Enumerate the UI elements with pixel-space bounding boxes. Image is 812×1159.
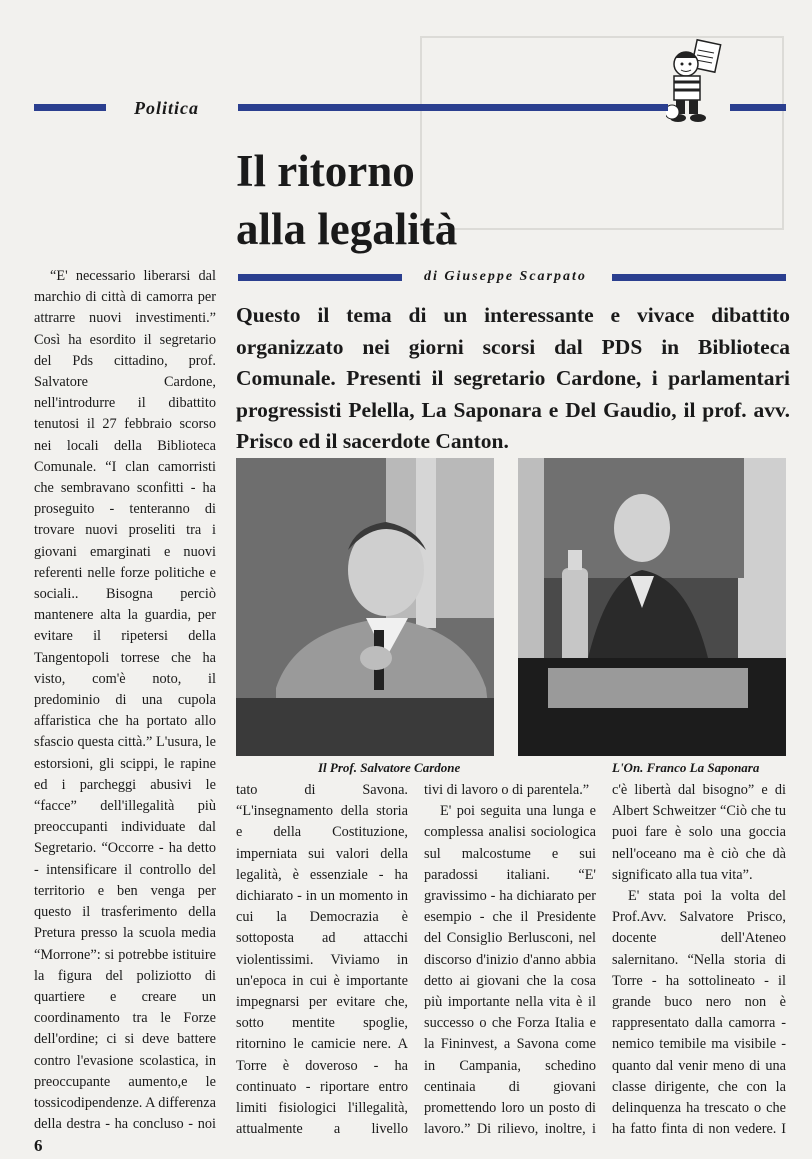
column-2-paragraph-1: tato di Savona. “L'insegnamento della storia e della Costituzione, imperniata sui valori della legalità, è essenziale - ha dichiarato - in un momento in cui la Democrazia è sottoposta ad attacchi violentissimi. Viviamo in un'epoca in cui è importante impegnarsi per evitare che, sotto mentite spoglie, ritornino le camicie nere. A Torre è doveroso - ha continuato - riportare entro limiti fisiologici l'illegalità, attualmente a livello [236, 782, 408, 1138]
body-column-2 [236, 780, 408, 1140]
mascot-icon [666, 38, 726, 128]
lead-paragraph: Questo il tema di un interessante e vivace dibattito organizzato nei giorni scorsi dal PDS in Biblioteca Comunale. Presenti il segretario Cardone, i parlamentari progressisti Pelella, La Saponara e Del Gaudio, il prof. avv. Prisco ed il sacerdote Canton. [236, 303, 790, 453]
caption-photo-2: L'On. Franco La Saponara [612, 760, 760, 775]
photo-la-saponara-illustration [518, 458, 786, 756]
byline: di Giuseppe Scarpato [424, 269, 587, 284]
body-column-1 [34, 266, 216, 1136]
caption-photo-1: Il Prof. Salvatore Cardone [318, 760, 461, 775]
show-through-text [40, 36, 210, 216]
title-line-1: Il ritorno [236, 146, 415, 196]
title-line-2: alla legalità [236, 204, 458, 254]
column-3-paragraph-2: E' poi seguita una lunga e complessa analisi sociologica sul malcostume e sui paradossi italiani. “E' gravissimo - ha dichiarato per esempio - che il Presidente del Consiglio Berlusconi, nel discorso d'inizio d'anno abbia detto ai giovani che la cosa più importante nella vita è il successo o che Forza Italia e la Fininvest, a Savona come in Campania, schedino centinaia di giovani promettendo loro un posto di lavoro.” Di rilievo, inoltre, i [424, 803, 596, 1138]
byline-rule-left [238, 274, 402, 281]
body-column-3 [424, 780, 596, 1140]
photo-cardone-illustration [236, 458, 494, 756]
column-4-paragraph-2: E' stata poi la volta del Prof.Avv. Salvatore Prisco, docente dell'Ateneo salernitano. “Nella storia di Torre - ha sottolineato - il grande buco nero non è rappresentato dalla camorra - nemico temibile ma visibile - quanto dal venir meno di una classe dirigente, che con la delinquenza ha trescato o che ha fatto finta di non vedere. I [612, 888, 786, 1138]
column-1-paragraph-1: “E' necessario liberarsi dal marchio di città di camorra per attrarre nuovi investimenti.” Così ha esordito il segretario del Pds cittadino, prof. Salvatore Cardone, nell'introdurre il dibattito tenutosi il 27 febbraio scorso nei locali della Biblioteca Comunale. “I clan camorristi che sembravano sconfitti - ha proseguito - tenteranno di trovare nuovi proseliti tra i giovani emarginati e nuovi referenti nelle forze politiche e sociali.. Bisogna perciò mantenere alta la guardia, per evitare il ripetersi della Tangentopoli torrese che ha visto, com'è noto, il predominio di una cupola affaristica che ha portato allo sfascio questa città.” L'usura, le estorsioni, gli scippi, le rapine ed i parcheggi abusivi le “facce” dell'illegalità più preoccupanti individuate dal Segretario. “Occorre - ha detto - intensificare il controllo del territorio e ben venga per questo il trasferimento della Pretura presso la scuola media “Morrone”: si potrebbe istituire la figura del poliziotto di quartiere e creare un coordinamento tra le Forze dell'ordine; ci si deve battere contro l'evasione scolastica, in preoccupante aumento,e le tossicodipendenze. A differenza della destra - ha concluso - noi [34, 268, 216, 1133]
column-3-paragraph-1: tivi di lavoro o di parentela.” [424, 782, 590, 798]
header-rule-far-right [730, 104, 786, 111]
header-rule-left [34, 104, 106, 111]
page-number: 6 [34, 1136, 43, 1155]
photo-la-saponara [518, 458, 786, 756]
column-4-paragraph-1: c'è libertà dal bisogno” e di Albert Schweitzer “Ciò che tu puoi fare è solo una goccia nell'oceano ma è ciò che dà significato alla tua vita”. [612, 782, 786, 883]
section-label: Politica [134, 98, 199, 118]
header-rule-right [238, 104, 668, 111]
article-title [236, 142, 636, 258]
photo-cardone [236, 458, 494, 756]
byline-rule-right [612, 274, 786, 281]
body-column-4 [612, 780, 786, 1140]
